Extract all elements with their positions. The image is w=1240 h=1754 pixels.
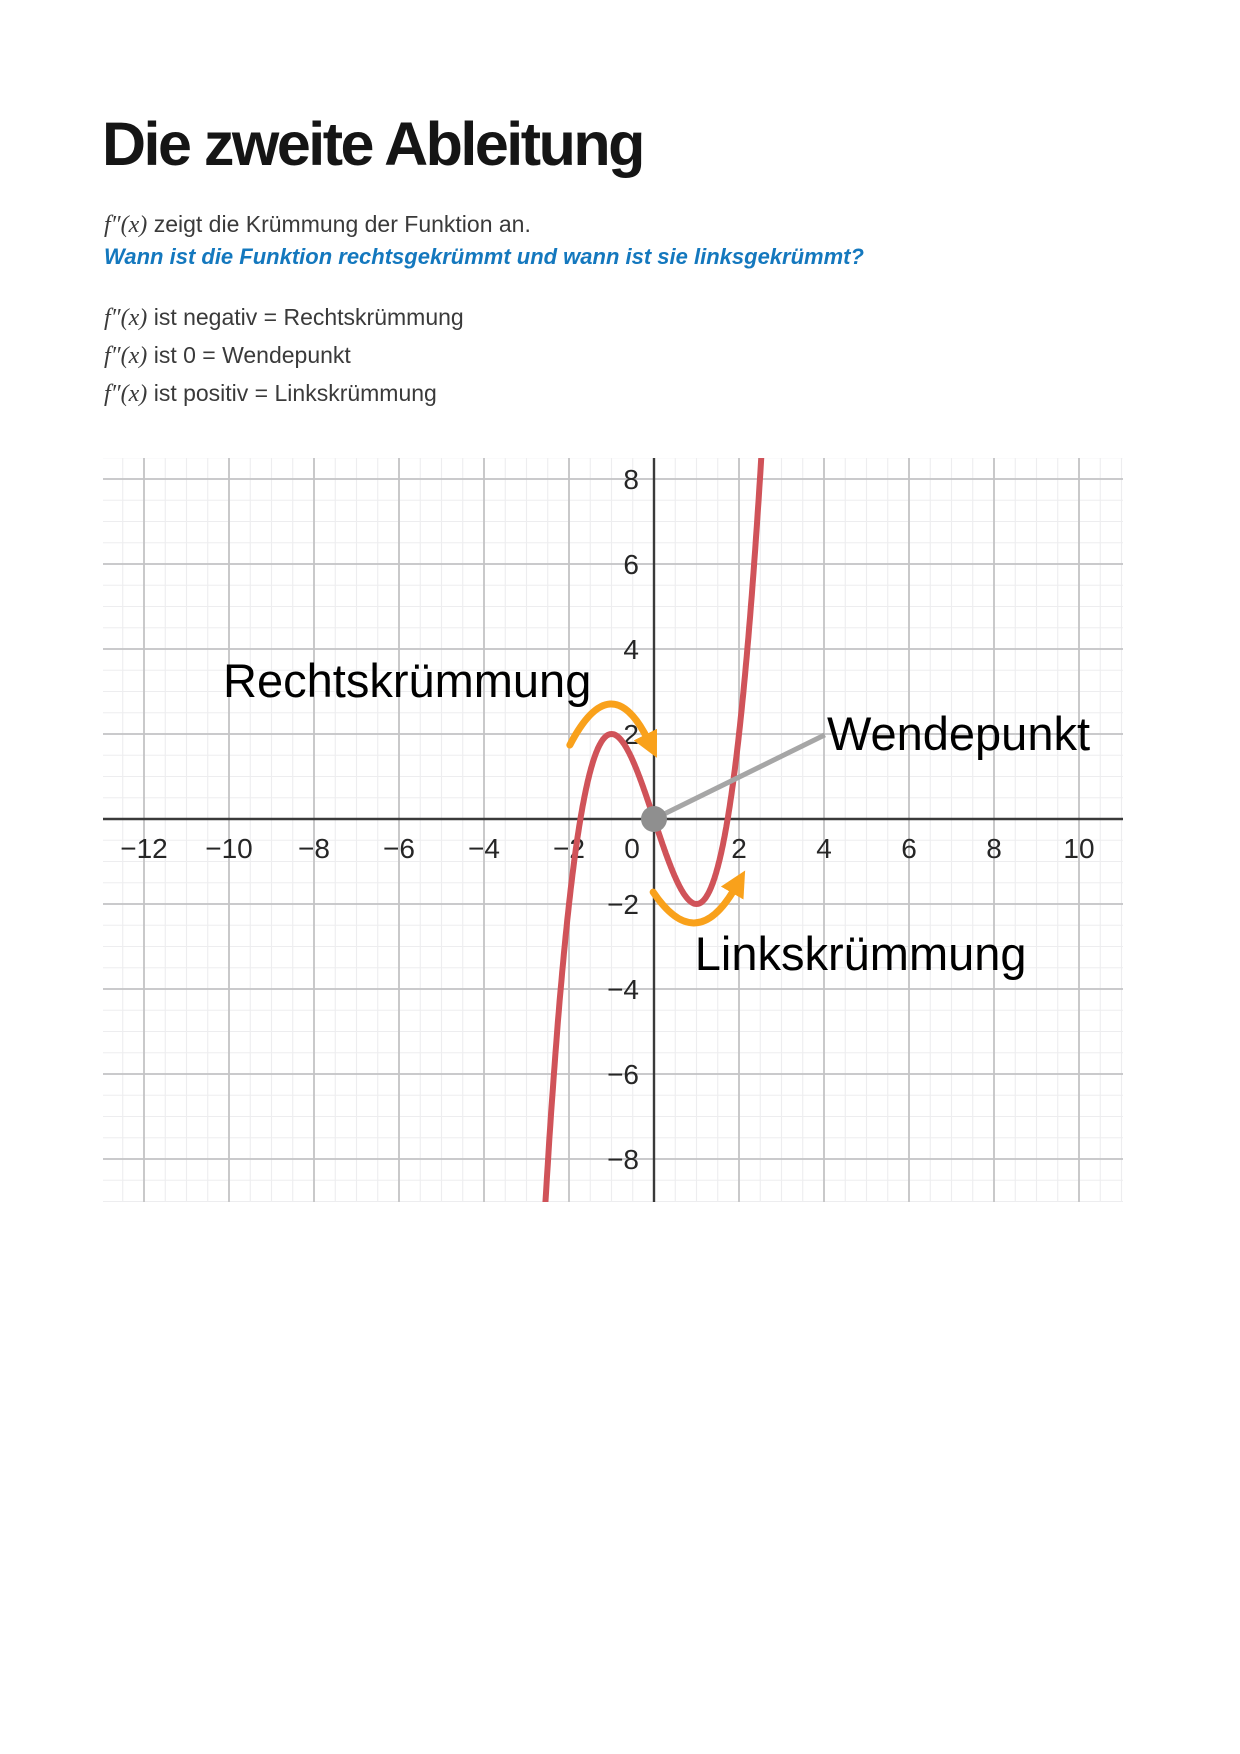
f-double-prime-math: f″(x) bbox=[104, 343, 148, 369]
rule-positive-text: ist positiv = Linkskrümmung bbox=[147, 380, 437, 406]
y-tick-label: −6 bbox=[607, 1059, 639, 1090]
y-tick-label: −4 bbox=[607, 974, 639, 1005]
y-tick-label: 8 bbox=[623, 464, 639, 495]
x-tick-label: −8 bbox=[298, 833, 330, 864]
curvature-graph bbox=[103, 458, 1123, 1202]
intro-text: zeigt die Krümmung der Funktion an. bbox=[147, 211, 531, 237]
y-tick-label: −8 bbox=[607, 1144, 639, 1175]
x-tick-label: 0 bbox=[624, 833, 640, 864]
y-tick-label: 2 bbox=[623, 719, 639, 750]
page-title: Die zweite Ableitung bbox=[102, 110, 643, 178]
x-tick-label: −12 bbox=[120, 833, 168, 864]
f-double-prime-math: f″(x) bbox=[104, 212, 148, 238]
inflection-point-dot bbox=[641, 806, 667, 832]
x-tick-label: −4 bbox=[468, 833, 500, 864]
x-tick-label: 6 bbox=[901, 833, 917, 864]
rule-zero-text: ist 0 = Wendepunkt bbox=[147, 342, 351, 368]
f-double-prime-math: f″(x) bbox=[104, 381, 148, 407]
major-grid bbox=[103, 458, 1123, 1202]
f-double-prime-math: f″(x) bbox=[104, 305, 148, 331]
minor-grid bbox=[103, 458, 1123, 1202]
x-tick-label: 2 bbox=[731, 833, 747, 864]
rule-negative bbox=[104, 304, 464, 332]
y-tick-label: −2 bbox=[607, 889, 639, 920]
question-line: Wann ist die Funktion rechtsgekrümmt und wann ist sie linksgekrümmt? bbox=[104, 244, 864, 269]
x-tick-label: −6 bbox=[383, 833, 415, 864]
x-tick-label: 10 bbox=[1063, 833, 1095, 864]
x-tick-label: −10 bbox=[205, 833, 253, 864]
x-tick-label: −2 bbox=[553, 833, 585, 864]
x-tick-label: 4 bbox=[816, 833, 832, 864]
label-wendepunkt: Wendepunkt bbox=[826, 707, 1091, 761]
y-tick-label: 4 bbox=[623, 634, 639, 665]
rule-zero bbox=[104, 342, 351, 370]
rule-positive bbox=[104, 380, 437, 408]
label-linkskruemmung: Linkskrümmung bbox=[694, 926, 1027, 980]
intro-line bbox=[104, 211, 531, 239]
rule-negative-text: ist negativ = Rechtskrümmung bbox=[147, 304, 464, 330]
label-rechtskruemmung: Rechtskrümmung bbox=[223, 654, 592, 708]
y-tick-label: 6 bbox=[623, 549, 639, 580]
x-tick-label: 8 bbox=[986, 833, 1002, 864]
